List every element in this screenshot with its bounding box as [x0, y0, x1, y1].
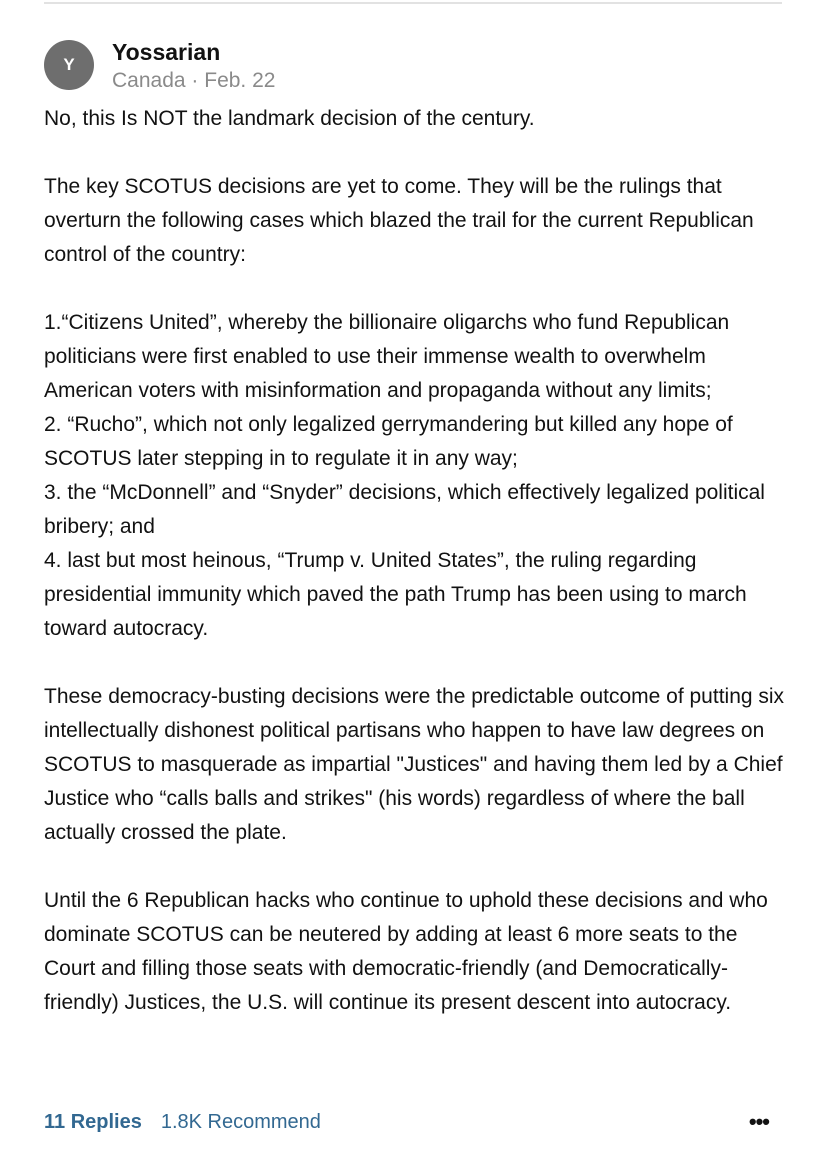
meta-separator: ·	[191, 69, 199, 92]
list-item: 1.“Citizens United”, whereby the billionaire oligarchs who fund Republican politicians were first enabled to use their immense wealth to overwhelm American voters with misinformation and propaganda without any limits;	[44, 311, 730, 402]
comment-date: Feb. 22	[204, 69, 276, 92]
comment-paragraph: No, this Is NOT the landmark decision of the century.	[44, 107, 535, 130]
list-item: 4. last but most heinous, “Trump v. United States”, the ruling regarding presidential immunity which paved the path Trump has been using to march toward autocracy.	[44, 549, 747, 640]
username[interactable]: Yossarian	[112, 39, 221, 65]
comment-paragraph: The key SCOTUS decisions are yet to come. They will be the rulings that overturn the following cases which blazed the trail for the current Republican control of the country:	[44, 175, 754, 266]
location: Canada	[112, 69, 186, 92]
comment-footer	[44, 1108, 769, 1136]
replies-link[interactable]: 11 Replies	[44, 1111, 142, 1133]
comment-card	[44, 38, 794, 1020]
comment-submeta	[112, 66, 275, 96]
comment-paragraph: Until the 6 Republican hacks who continue to uphold these decisions and who dominate SCOTUS can be neutered by adding at least 6 more seats to the Court and filling those seats with democratic-friendly (and Democratically-friendly) Justices, the U.S. will continue its present descent into autocracy.	[44, 889, 768, 1014]
comment-body	[44, 102, 794, 1020]
more-options-icon[interactable]: •••	[748, 1109, 769, 1134]
list-item: 3. the “McDonnell” and “Snyder” decisions, which effectively legalized political bribery; and	[44, 481, 765, 538]
top-divider	[44, 2, 782, 4]
recommend-button[interactable]: 1.8K Recommend	[160, 1111, 321, 1133]
list-item: 2. “Rucho”, which not only legalized gerrymandering but killed any hope of SCOTUS later stepping in to regulate it in any way;	[44, 413, 733, 470]
avatar[interactable]: Y	[44, 40, 94, 90]
comment-paragraph: These democracy-busting decisions were the predictable outcome of putting six intellectually dishonest political partisans who happen to have law degrees on SCOTUS to masquerade as impartial "Justices" and having them led by a Chief Justice who “calls balls and strikes" (his words) regardless of where the ball actually crossed the plate.	[44, 685, 785, 844]
comment-header	[44, 38, 794, 96]
comment-meta	[112, 38, 275, 96]
